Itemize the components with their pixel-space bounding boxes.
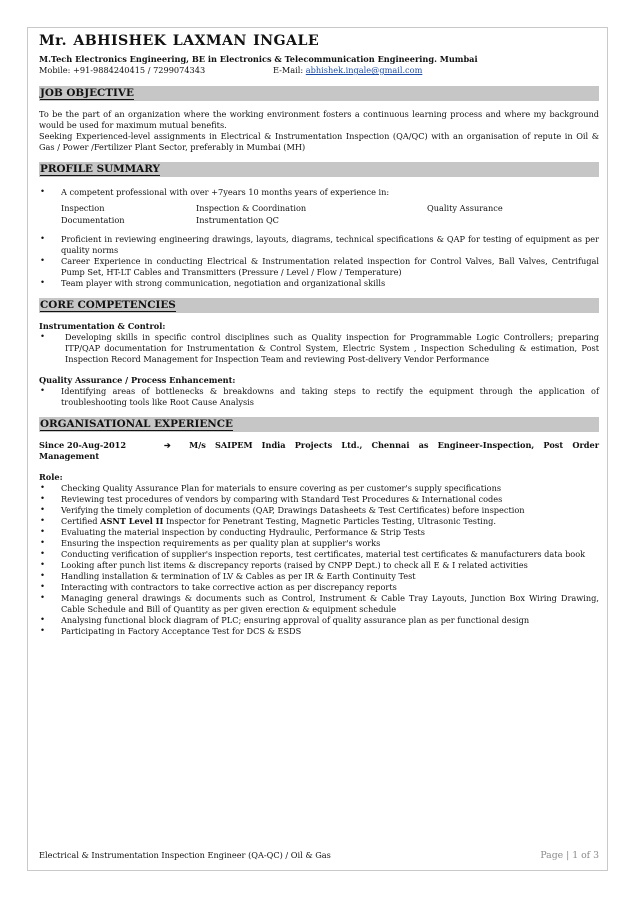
list-item: • Identifying areas of bottlenecks & breakdowns and taking steps to rectify the equipment through the application of troubleshooting tools like Root Cause Analysis <box>39 386 599 408</box>
area-documentation: Documentation <box>61 215 125 225</box>
list-item: • Checking Quality Assurance Plan for materials to ensure covering as per customer's supply specifications <box>39 483 599 494</box>
list-item: • Analysing functional block diagram of PLC; ensuring approval of quality assurance plan as per functional design <box>39 615 599 626</box>
list-item: • Career Experience in conducting Electrical & Instrumentation related inspection for Control Valves, Ball Valves, Centrifugal Pump Set, HT-LT Cables and Transmitters (Pressure / Level / Flow / Temperature) <box>39 256 599 278</box>
footer-title: Electrical & Instrumentation Inspection Engineer (QA-QC) / Oil & Gas <box>39 850 331 860</box>
section-heading-core-competencies <box>39 298 599 313</box>
objective-paragraph-2: Seeking Experienced-level assignments in Electrical & Instrumentation Inspection (QA/QC) with an organisation of repute in Oil & Gas / Power /Fertilizer Plant Sector, preferably in Mumbai (MH) <box>39 131 599 152</box>
arrow-icon: ➔ <box>164 440 171 450</box>
list-item: • Verifying the timely completion of documents (QAP, Drawings Datasheets & Test Certificates) before inspection <box>39 505 599 516</box>
profile-intro-list <box>39 187 599 198</box>
objective-paragraph-1: To be the part of an organization where the working environment fosters a continuous learning process and where my background would be used for maximum mutual benefits. <box>39 109 599 130</box>
area-inspection-coordination: Inspection & Coordination <box>196 203 307 213</box>
experience-company-cont: Management <box>39 451 100 461</box>
area-instrumentation-qc: Instrumentation QC <box>196 215 279 225</box>
list-item: • Proficient in reviewing engineering drawings, layouts, diagrams, technical specifications & QAP for testing of equipment as per quality norms <box>39 234 599 256</box>
degree-line: M.Tech Electronics Engineering, BE in Electronics & Telecommunication Engineering. Mumbai <box>39 54 478 64</box>
competency-quality-heading: Quality Assurance / Process Enhancement: <box>39 375 236 385</box>
candidate-name: Mr. ABHISHEK LAXMAN INGALE <box>39 33 320 49</box>
mobile-number: Mobile: +91-9884240415 / 7299074343 <box>39 65 206 75</box>
list-item: • Looking after punch list items & discrepancy reports (raised by CNPP Dept.) to check all E & I related activities <box>39 560 599 571</box>
list-item: • Managing general drawings & documents such as Control, Instrument & Cable Tray Layouts, Junction Box Wiring Drawing, Cable Schedule and Bill of Quantity as per given erection & equipment schedule <box>39 593 599 615</box>
resume-content <box>39 33 599 637</box>
profile-bullets <box>39 234 599 289</box>
list-item: • Reviewing test procedures of vendors by comparing with Standard Test Procedures & International codes <box>39 494 599 505</box>
email-block <box>273 65 422 76</box>
certified-text-rest: Inspector for Penetrant Testing, Magnetic Particles Testing, Ultrasonic Testing. <box>163 516 497 526</box>
list-item: • Ensuring the inspection requirements as per quality plan at supplier's works <box>39 538 599 549</box>
email-label: E-Mail: <box>273 65 304 75</box>
section-heading-job-objective <box>39 86 599 101</box>
experience-since: Since 20-Aug-2012 <box>39 440 127 450</box>
expertise-grid <box>39 203 599 227</box>
page-number: Page | 1 of 3 <box>540 850 599 861</box>
competency-instrumentation-heading: Instrumentation & Control: <box>39 321 166 331</box>
email-link[interactable]: abhishek.ingale@gmail.com <box>305 65 423 75</box>
role-list <box>39 483 599 637</box>
competency-quality-list <box>39 386 599 408</box>
profile-intro: • A competent professional with over +7years 10 months years of experience in: <box>39 187 599 198</box>
experience-company-line <box>164 440 599 451</box>
list-item <box>39 516 599 527</box>
job-objective-title: JOB OBJECTIVE <box>40 87 134 99</box>
list-item: • Participating in Factory Acceptance Test for DCS & ESDS <box>39 626 599 637</box>
list-item: • Conducting verification of supplier's inspection reports, test certificates, material test certificates & manufacturers data book <box>39 549 599 560</box>
role-label: Role: <box>39 472 63 482</box>
experience-entry <box>39 440 599 462</box>
list-item: • Handling installation & termination of LV & Cables as per IR & Earth Continuity Test <box>39 571 599 582</box>
section-heading-experience <box>39 417 599 432</box>
core-competencies-title: CORE COMPETENCIES <box>40 299 176 311</box>
list-item: • Team player with strong communication, negotiation and organizational skills <box>39 278 599 289</box>
list-item: • Developing skills in specific control disciplines such as Quality inspection for Programmable Logic Controllers; preparing ITP/QAP documentation for Instrumentation & Control System, Electric System , Inspection Scheduling & estimation, Post Inspection Record Management for Inspection Team and reviewing Post-delivery Vendor Performance <box>39 332 599 365</box>
list-item: • Interacting with contractors to take corrective action as per discrepancy reports <box>39 582 599 593</box>
area-inspection: Inspection <box>61 203 105 213</box>
competency-instrumentation-list <box>39 332 599 365</box>
certified-text: Certified <box>61 516 101 526</box>
page-footer <box>39 850 599 860</box>
experience-title: ORGANISATIONAL EXPERIENCE <box>40 418 233 430</box>
area-quality-assurance: Quality Assurance <box>427 203 503 213</box>
certified-level: ASNT Level II <box>100 516 164 526</box>
section-heading-profile-summary <box>39 162 599 177</box>
experience-company: M/s SAIPEM India Projects Ltd., Chennai as Engineer-Inspection, Post Order <box>189 440 600 450</box>
list-item: • Evaluating the material inspection by conducting Hydraulic, Performance & Strip Tests <box>39 527 599 538</box>
profile-summary-title: PROFILE SUMMARY <box>40 163 160 175</box>
contact-line <box>39 65 599 77</box>
